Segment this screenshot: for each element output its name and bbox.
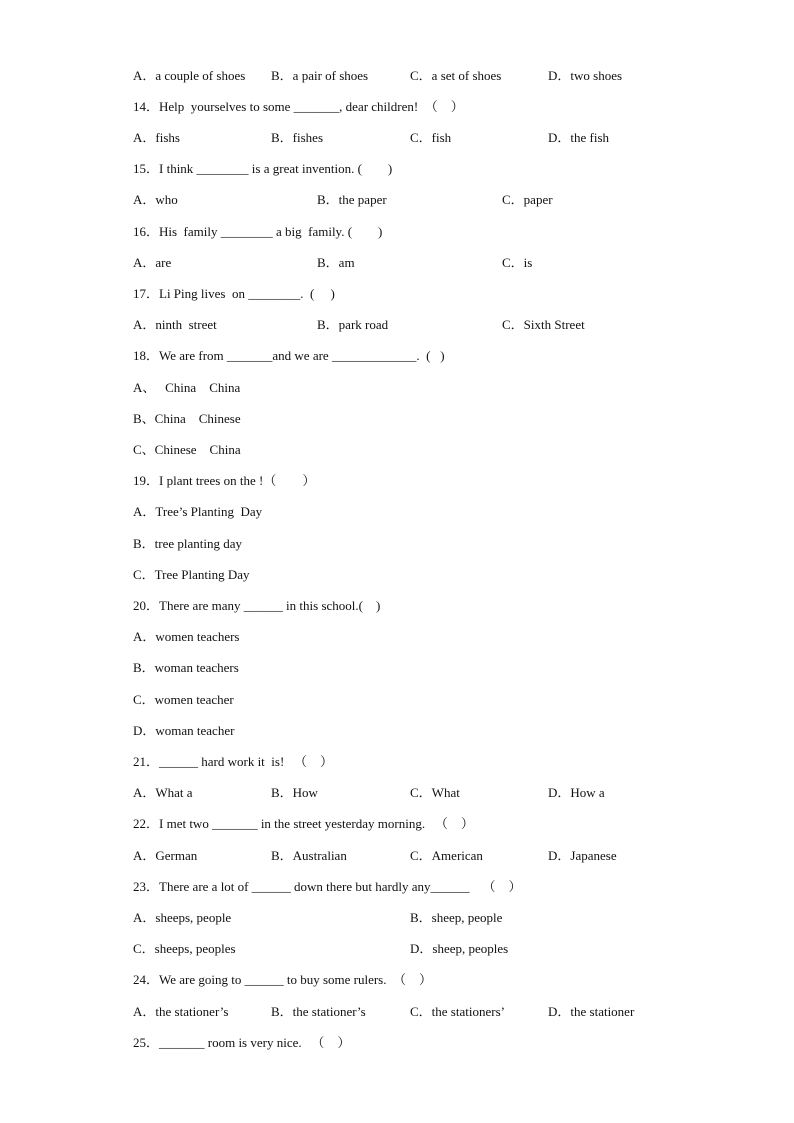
option-a: A．What a: [133, 785, 193, 800]
option-c: C．Tree Planting Day: [133, 567, 250, 582]
question-text: 19．I plant trees on the !（ ）: [133, 473, 316, 488]
question-text: 20．There are many ______ in this school.( ): [133, 598, 381, 613]
question-23-stem: [133, 878, 714, 896]
option-c: C．women teacher: [133, 692, 234, 707]
option-c: C、Chinese China: [133, 442, 241, 457]
option-b: B．sheep, people: [410, 910, 503, 925]
option-a: A．fishs: [133, 130, 180, 145]
option-c: C．fish: [410, 130, 452, 145]
q19-option-b: [133, 535, 714, 553]
option-d: D．Japanese: [548, 848, 617, 863]
q18-option-c: [133, 441, 714, 459]
option-a: A．Tree’s Planting Day: [133, 504, 263, 519]
option-a: A．women teachers: [133, 629, 240, 644]
question-15-stem: [133, 160, 714, 178]
q18-option-b: [133, 410, 714, 428]
question-16-stem: [133, 223, 714, 241]
option-b: B．park road: [317, 317, 389, 332]
option-c: C．the stationers’: [410, 1004, 505, 1019]
option-c: C．paper: [502, 192, 553, 207]
question-text: 15．I think ________ is a great invention. ( ): [133, 161, 393, 176]
question-19-stem: [133, 472, 714, 490]
question-14-stem: [133, 98, 714, 116]
q20-option-c: [133, 691, 714, 709]
option-d: D．sheep, peoples: [410, 941, 509, 956]
question-text: 17．Li Ping lives on ________. ( ): [133, 286, 335, 301]
q14-options: [133, 129, 714, 147]
option-b: B．the stationer’s: [271, 1004, 366, 1019]
option-b: B．am: [317, 255, 355, 270]
q19-option-a: [133, 503, 714, 521]
option-a: A．German: [133, 848, 198, 863]
option-d: D．woman teacher: [133, 723, 235, 738]
question-22-stem: [133, 815, 714, 833]
option-c: C．American: [410, 848, 483, 863]
question-20-stem: [133, 597, 714, 615]
q17-options: [133, 316, 714, 334]
question-21-stem: [133, 753, 714, 771]
q13-options: [133, 67, 714, 85]
option-a: A．are: [133, 255, 172, 270]
q21-options: [133, 784, 714, 802]
option-b: B．Australian: [271, 848, 347, 863]
q20-option-d: [133, 722, 714, 740]
option-b: B、China Chinese: [133, 411, 241, 426]
option-c: C．What: [410, 785, 460, 800]
option-b: B．a pair of shoes: [271, 68, 369, 83]
q23-options-row2: [133, 940, 714, 958]
question-25-stem: [133, 1034, 714, 1052]
option-a: A．the stationer’s: [133, 1004, 229, 1019]
option-c: C．a set of shoes: [410, 68, 502, 83]
q16-options: [133, 254, 714, 272]
question-text: 16．His family ________ a big family. ( ): [133, 224, 383, 239]
option-d: D．the fish: [548, 130, 610, 145]
q22-options: [133, 847, 714, 865]
option-c: C．sheeps, peoples: [133, 941, 236, 956]
q24-options: [133, 1003, 714, 1021]
option-d: D．two shoes: [548, 68, 623, 83]
q18-option-a: [133, 379, 714, 397]
question-text: 23．There are a lot of ______ down there but hardly any______ （ ）: [133, 879, 522, 894]
option-d: D．How a: [548, 785, 605, 800]
option-a: A．sheeps, people: [133, 910, 232, 925]
question-17-stem: [133, 285, 714, 303]
option-b: B．fishes: [271, 130, 324, 145]
option-c: C．Sixth Street: [502, 317, 585, 332]
question-text: 14．Help yourselves to some _______, dear children! （ ）: [133, 99, 464, 114]
q20-option-a: [133, 628, 714, 646]
question-text: 22．I met two _______ in the street yesterday morning. （ ）: [133, 816, 474, 831]
option-a: A．a couple of shoes: [133, 68, 246, 83]
option-a: A．who: [133, 192, 178, 207]
question-18-stem: [133, 347, 714, 365]
option-a: A．ninth street: [133, 317, 217, 332]
option-b: B．woman teachers: [133, 660, 239, 675]
question-text: 21．______ hard work it is! （ ）: [133, 754, 334, 769]
q23-options-row1: [133, 909, 714, 927]
option-b: B．tree planting day: [133, 536, 243, 551]
option-b: B．How: [271, 785, 318, 800]
q15-options: [133, 191, 714, 209]
option-c: C．is: [502, 255, 533, 270]
question-text: 18．We are from _______and we are _____________. ( ): [133, 348, 445, 363]
option-d: D．the stationer: [548, 1004, 635, 1019]
question-text: 25．_______ room is very nice. （ ）: [133, 1035, 351, 1050]
option-a: A、 China China: [133, 380, 241, 395]
question-24-stem: [133, 971, 714, 989]
q20-option-b: [133, 659, 714, 677]
question-text: 24．We are going to ______ to buy some rulers. （ ）: [133, 972, 432, 987]
option-b: B．the paper: [317, 192, 387, 207]
q19-option-c: [133, 566, 714, 584]
